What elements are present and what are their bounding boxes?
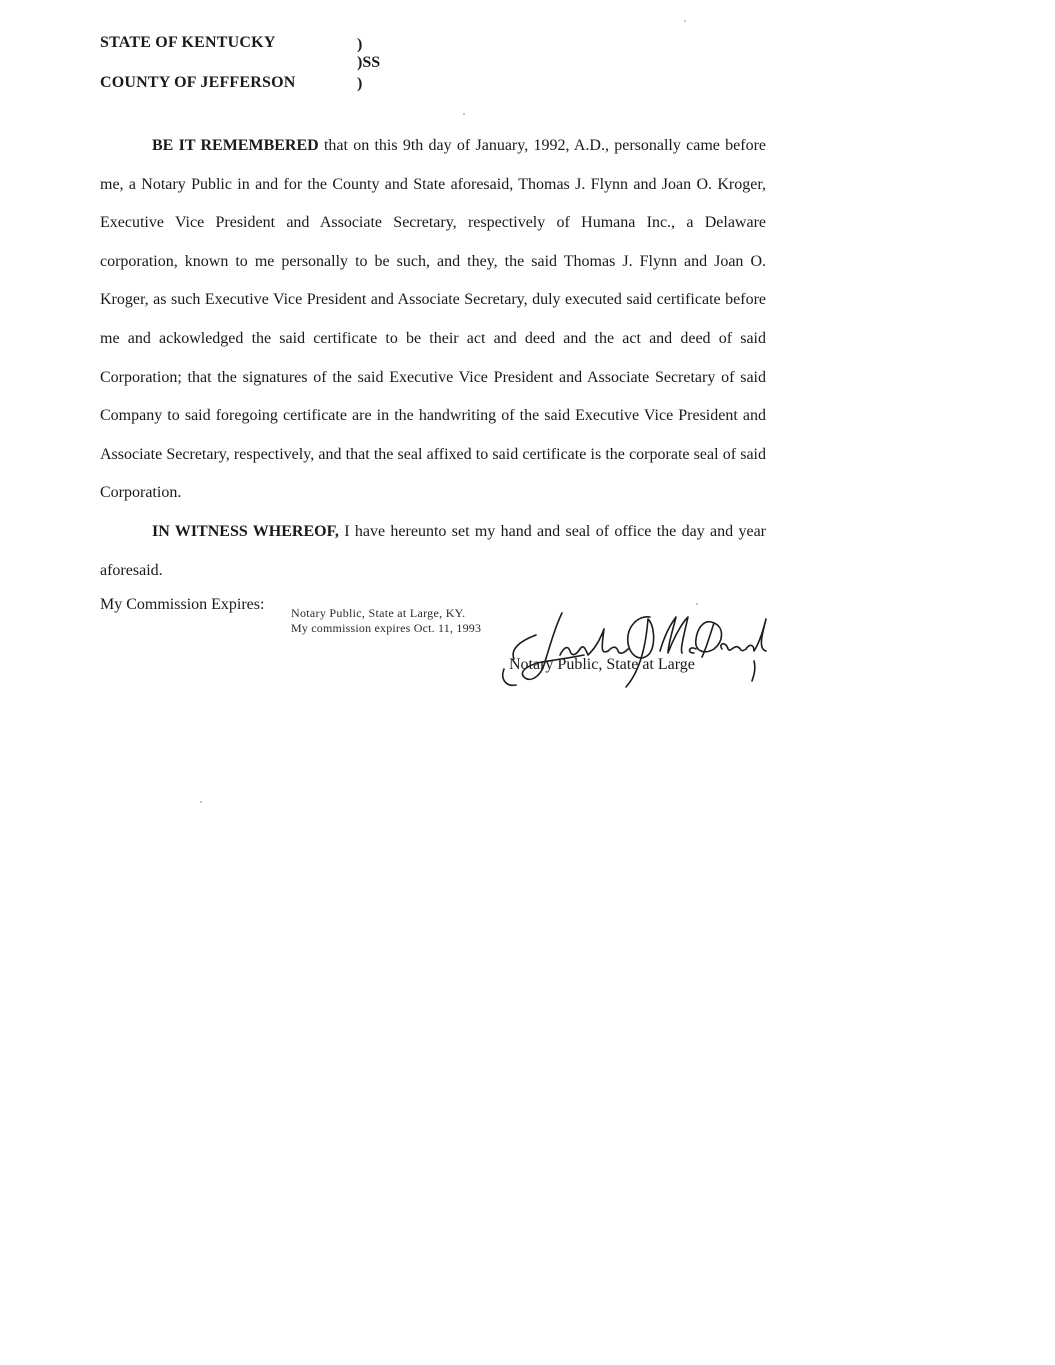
witness-lead: IN WITNESS WHEREOF, [152, 522, 339, 540]
commission-expires-label: My Commission Expires: [100, 596, 265, 613]
scan-speck [696, 603, 698, 605]
notary-stamp-line-2: My commission expires Oct. 11, 1993 [291, 621, 482, 635]
venue-bracket-bottom: ) [357, 75, 363, 92]
scan-speck [463, 113, 465, 115]
scan-speck [684, 20, 686, 22]
witness-paragraph [100, 513, 766, 590]
witness-text: I have hereunto set my hand and seal of office the day and year aforesaid. [100, 522, 766, 579]
venue-caption [100, 34, 420, 98]
notary-stamp-line-1: Notary Public, State at Large, KY. [291, 606, 466, 620]
venue-bracket-top: ) [357, 36, 363, 53]
notary-signature [500, 605, 770, 695]
notary-title: Notary Public, State at Large [509, 656, 695, 673]
venue-state: STATE OF KENTUCKY [100, 34, 276, 51]
venue-county: COUNTY OF JEFFERSON [100, 74, 296, 91]
venue-bracket-ss: )SS [357, 54, 381, 71]
acknowledgment-text: that on this 9th day of January, 1992, A.D., personally came before me, a Notary Public in and for the County and State aforesaid, Thomas J. Flynn and Joan O. Kroger, Executive Vice President and Associate Secretary, respectively of Humana Inc., a Delaware corporation, known to me personally to be such, and they, the said Thomas J. Flynn and Joan O. Kroger, as such Executive Vice President and Associate Secretary, duly executed said certificate before me and ackowledged the said certificate to be their act and deed and the act and deed of said Corporation; that the signatures of the said Executive Vice President and Associate Secretary of said Company to said foregoing certificate are in the handwriting of the said Executive Vice President and Associate Secretary, respectively, and that the seal affixed to said certificate is the corporate seal of said Corporation. [100, 137, 766, 502]
acknowledgment-paragraph [100, 127, 766, 513]
acknowledgment-lead: BE IT REMEMBERED [152, 137, 319, 154]
scan-speck [200, 801, 202, 803]
acknowledgment-body [100, 127, 766, 590]
notary-stamp [291, 606, 481, 636]
